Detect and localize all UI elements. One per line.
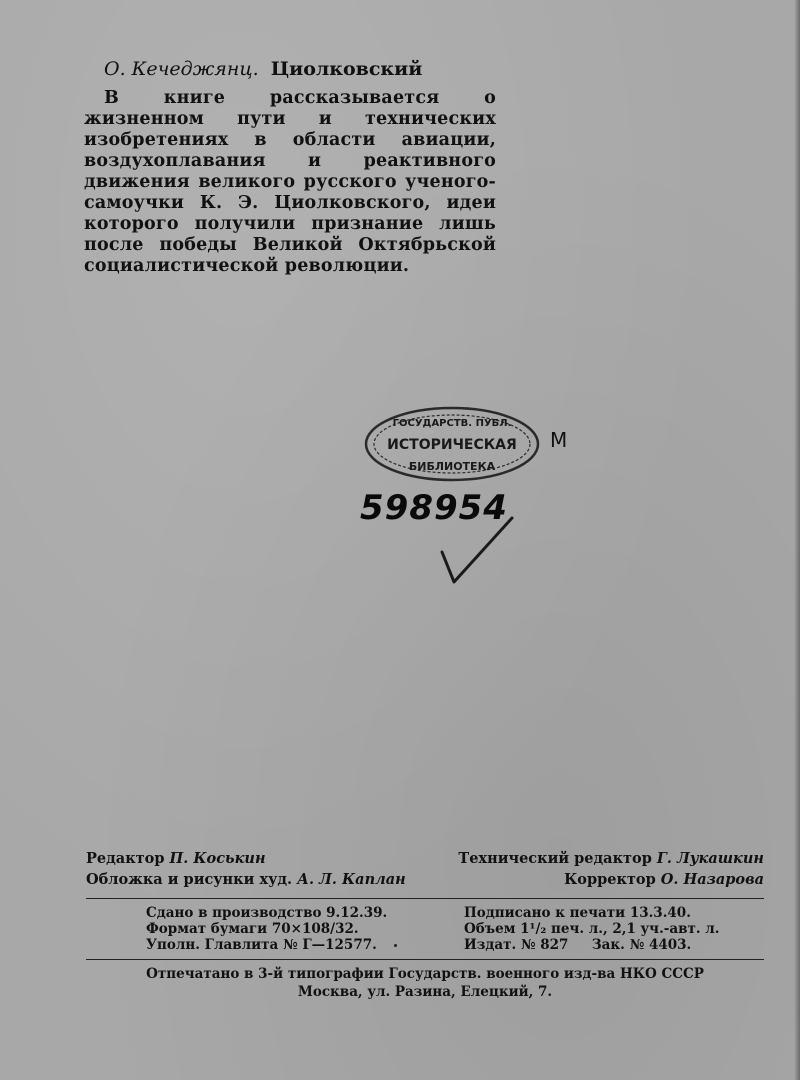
imprint-left-line-3: Уполн. Главлита № Г—12577.: [146, 937, 377, 953]
imprint-left-line-1: Сдано в производство 9.12.39.: [146, 905, 388, 921]
stamp-line-3: БИБЛИОТЕКА: [408, 460, 496, 473]
book-header: [104, 58, 422, 80]
credit-row-2: [86, 871, 764, 892]
library-stamp: [362, 404, 542, 484]
tech-editor-label: Технический редактор: [458, 850, 652, 867]
cover-label: Обложка и рисунки худ.: [86, 871, 293, 888]
corrector-label: Корректор: [564, 871, 656, 888]
library-stamp-seal: [362, 404, 542, 484]
divider-bottom: [86, 959, 764, 960]
cover-name: А. Л. Каплан: [297, 871, 406, 888]
annotation-paragraph: В книге рассказывается о жизненном пути и технических изобретениях в области авиации, воздухоплавания и реактивного движения великого русского ученого-самоучки К. Э. Циолковского, идеи которого получили признание лишь после победы Великой Октябрьской социалистической революции.: [84, 88, 496, 276]
tech-editor-credit: [458, 850, 764, 871]
stamp-line-2: ИСТОРИЧЕСКАЯ: [387, 437, 517, 453]
inventory-number: 598954: [360, 488, 508, 528]
ink-dot: [394, 944, 397, 947]
stamp-letter-mark: М: [550, 428, 568, 452]
imprint-right-line-3: Издат. № 827 Зак. № 4403.: [464, 937, 692, 953]
editor-name: П. Коськин: [169, 850, 266, 867]
editor-label: Редактор: [86, 850, 165, 867]
cover-credit: [86, 871, 406, 892]
editor-credit: [86, 850, 266, 871]
imprint-left: [146, 905, 406, 953]
book-title: Циолковский: [270, 58, 423, 80]
imprint-left-line-2: Формат бумаги 70×108/32.: [146, 921, 359, 937]
credits-block: [86, 850, 764, 892]
corrector-credit: [564, 871, 764, 892]
credit-row-1: [86, 850, 764, 871]
tech-editor-name: Г. Лукашкин: [656, 850, 764, 867]
imprint-right: [464, 905, 754, 953]
page-edge-shadow: [794, 0, 800, 1080]
author-name: О. Кечеджянц.: [104, 58, 259, 80]
corrector-name: О. Назарова: [660, 871, 764, 888]
imprint-right-line-2: Объем 1¹/₂ печ. л., 2,1 уч.-авт. л.: [464, 921, 720, 937]
printer-info: [86, 965, 764, 1001]
stamp-line-1: ГОСУДАРСТВ. ПУБЛ.: [392, 418, 512, 429]
printer-line-2: Москва, ул. Разина, Елецкий, 7.: [297, 984, 553, 1000]
printer-line-1: Отпечатано в 3-й типографии Государств. военного изд-ва НКО СССР: [146, 966, 704, 982]
imprint-right-line-1: Подписано к печати 13.3.40.: [464, 905, 691, 921]
checkmark-icon: [436, 512, 516, 588]
divider-top: [86, 898, 764, 899]
